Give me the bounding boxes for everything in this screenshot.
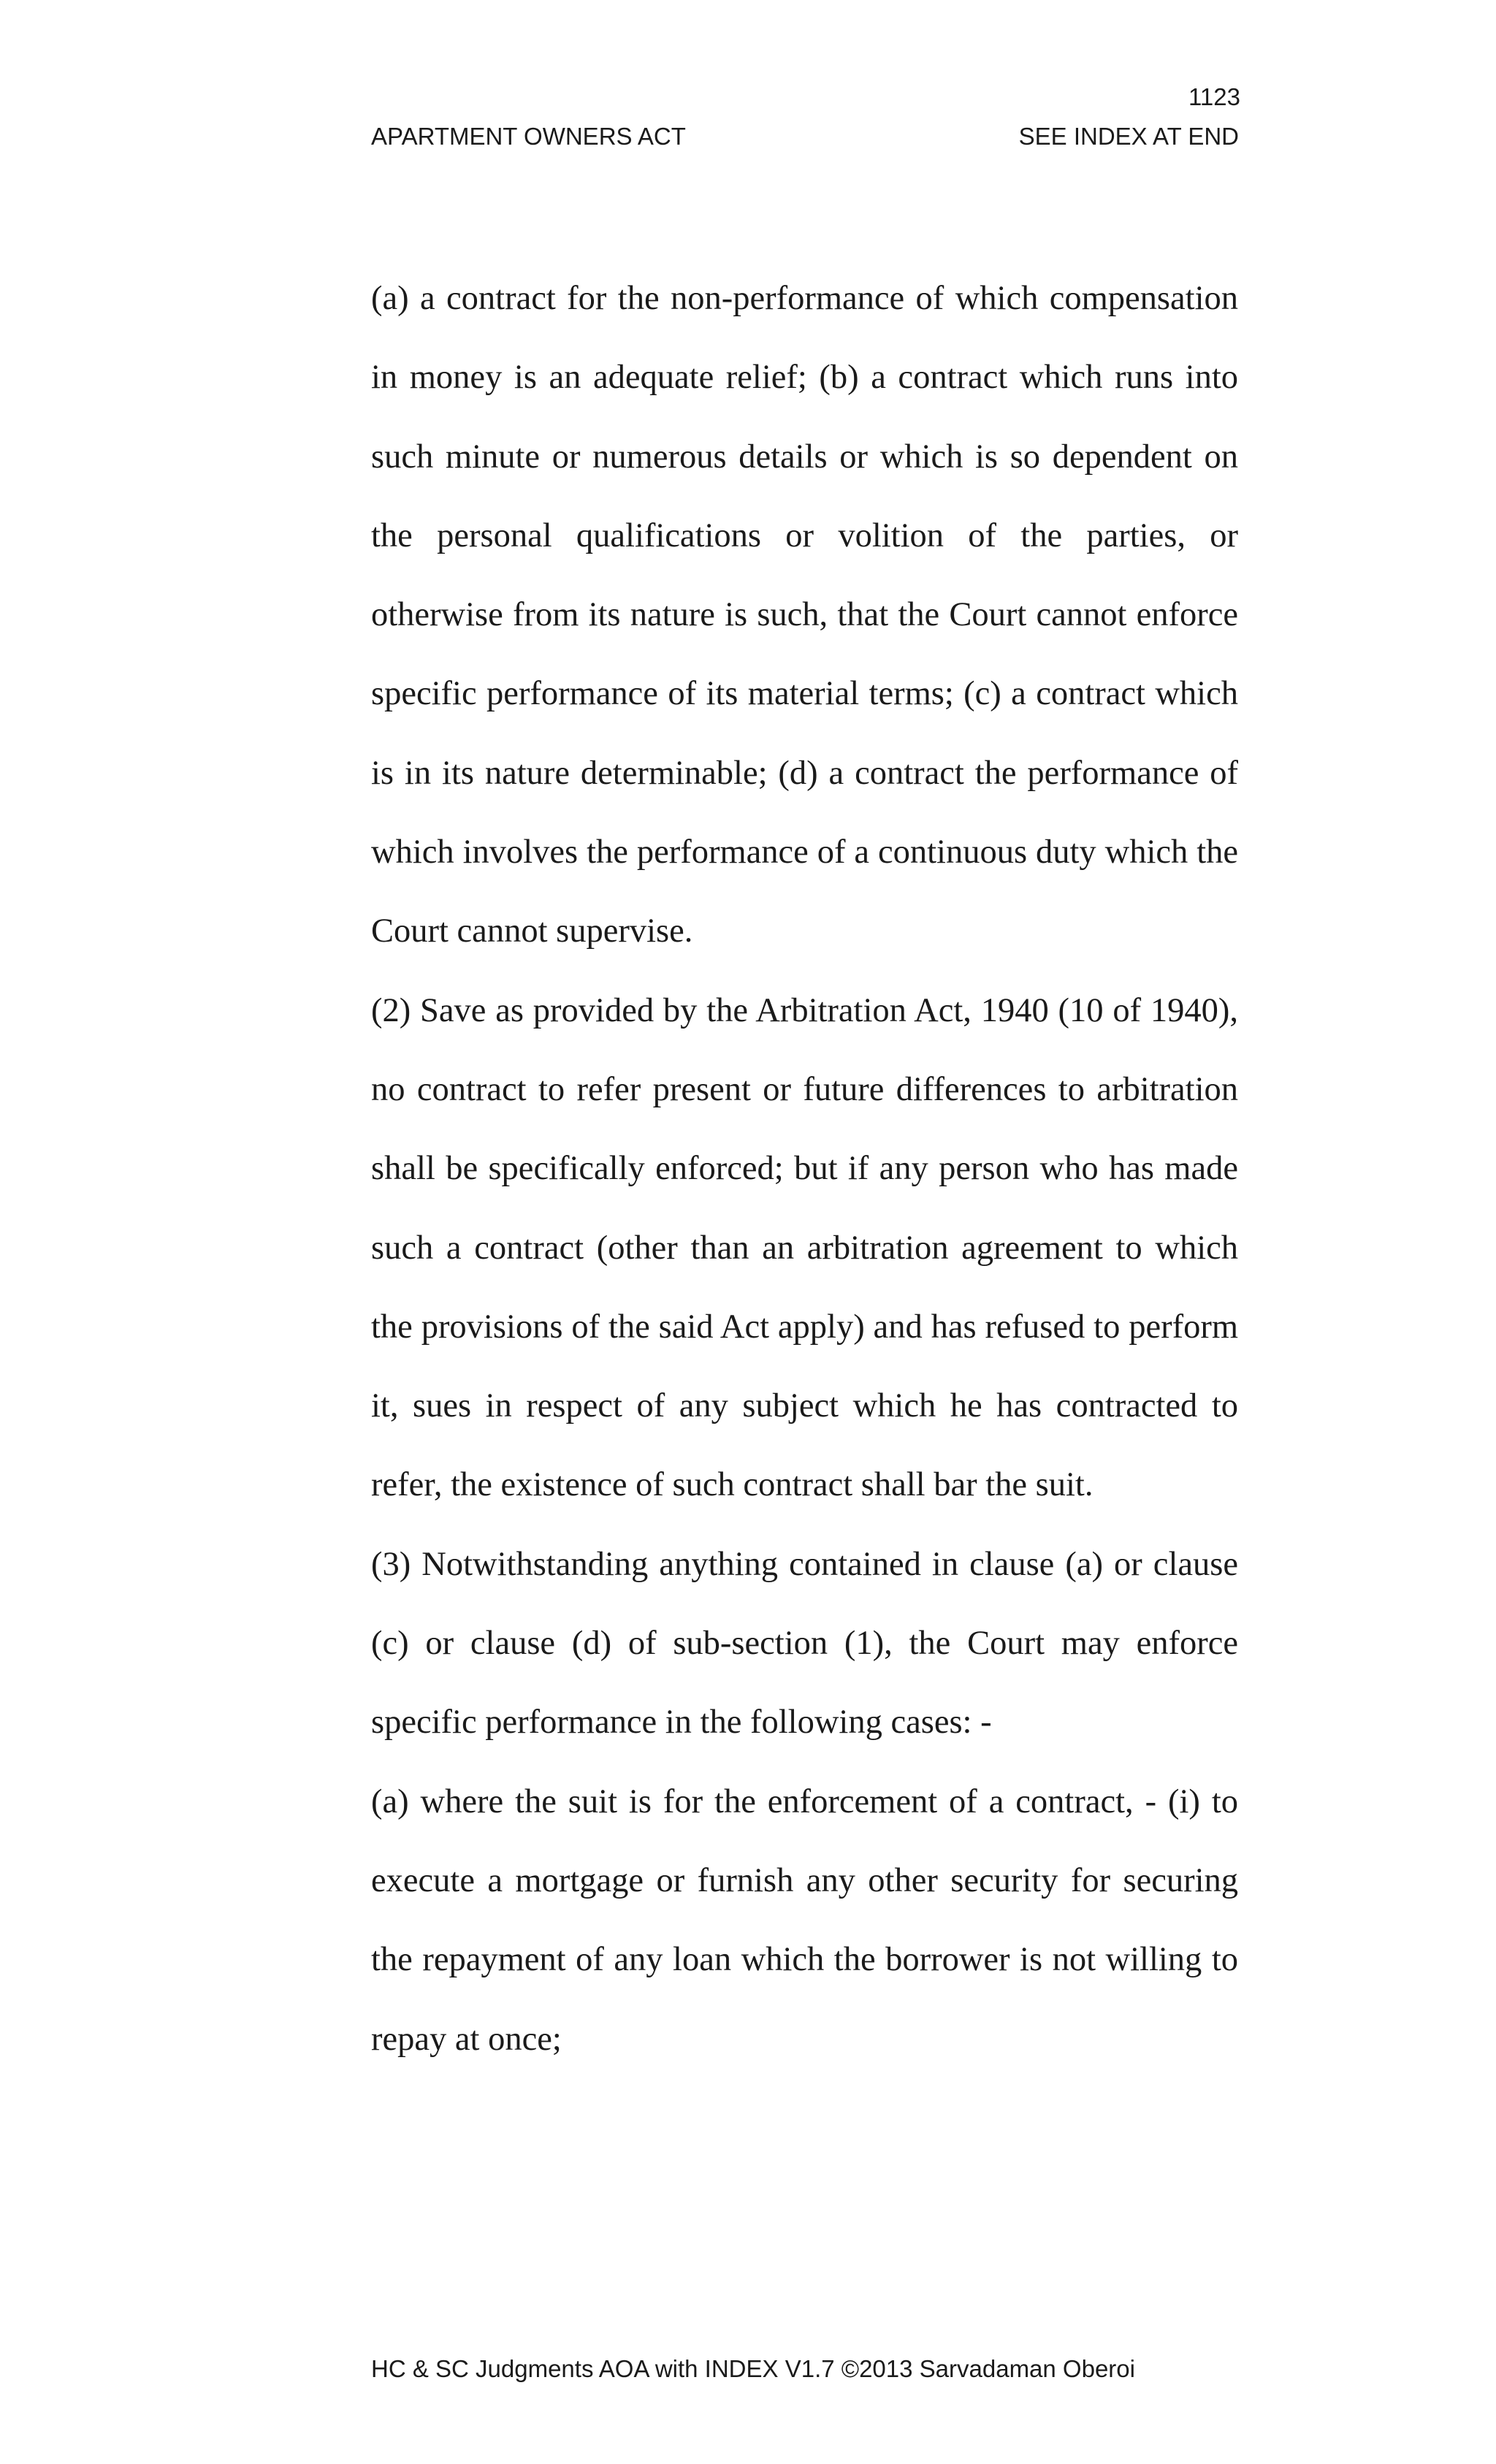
header-left-title: APARTMENT OWNERS ACT <box>371 123 686 150</box>
document-body <box>371 259 1238 2079</box>
running-header <box>371 124 1239 148</box>
page-number: 1123 <box>1188 83 1240 110</box>
paragraph-subsection-3-a: (a) where the suit is for the enforcement of a contract, - (i) to execute a mortgage or furnish any other security for securing the repayment of any loan which the borrower is not willing to repay at once; <box>371 1782 1238 2058</box>
header-right-note: SEE INDEX AT END <box>1018 123 1239 150</box>
page-footer: HC & SC Judgments AOA with INDEX V1.7 ©2013 Sarvadaman Oberoi <box>371 2355 1135 2382</box>
paragraph-subsection-2: (2) Save as provided by the Arbitration Act, 1940 (10 of 1940), no contract to refer present or future differences to arbitration shall be specifically enforced; but if any person who has made such a contract (other than an arbitration agreement to which the provisions of the said Act apply) and has refused to perform it, sues in respect of any subject which he has contracted to refer, the existence of such contract shall bar the suit. <box>371 991 1238 1504</box>
paragraph-clause-a-d: (a) a contract for the non-performance of which compensation in money is an adequate relief; (b) a contract which runs into such minute or numerous details or which is so dependent on the personal qualifications or volition of the parties, or otherwise from its nature is such, that the Court cannot enforce specific performance of its material terms; (c) a contract which is in its nature determinable; (d) a contract the performance of which involves the performance of a continuous duty which the Court cannot supervise. <box>371 280 1238 950</box>
paragraph-subsection-3: (3) Notwithstanding anything contained in clause (a) or clause (c) or clause (d) of sub-section (1), the Court may enforce specific performance in the following cases: - <box>371 1545 1238 1742</box>
